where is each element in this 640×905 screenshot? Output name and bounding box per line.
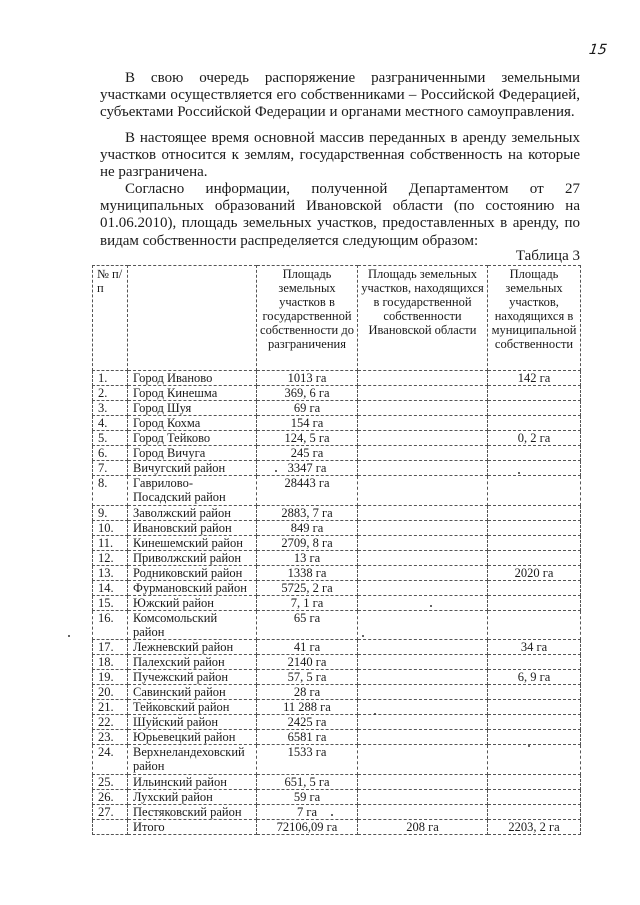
- municipal-area: [488, 401, 581, 416]
- municipal-area: 2020 га: [488, 566, 581, 581]
- regional-area: [358, 655, 488, 670]
- row-number: 26.: [93, 790, 128, 805]
- municipality-name: Гаврилово-Посадский район: [128, 476, 257, 506]
- scan-speck: [331, 814, 333, 816]
- table-row: [93, 655, 581, 670]
- paragraph-2: [100, 130, 580, 182]
- state-undivided-area: 651, 5 га: [257, 775, 358, 790]
- table-row: [93, 805, 581, 820]
- municipal-area: [488, 655, 581, 670]
- municipal-area: 0, 2 га: [488, 431, 581, 446]
- table-caption: Таблица 3: [515, 248, 580, 264]
- municipality-name: Шуйский район: [128, 715, 257, 730]
- municipality-name: Вичугский район: [128, 461, 257, 476]
- municipality-name: Верхнеландеховский район: [128, 745, 257, 775]
- table-row: [93, 416, 581, 431]
- regional-area: [358, 790, 488, 805]
- municipality-name: Южский район: [128, 596, 257, 611]
- row-number: 20.: [93, 685, 128, 700]
- row-number: 6.: [93, 446, 128, 461]
- row-number: 8.: [93, 476, 128, 506]
- row-number: 21.: [93, 700, 128, 715]
- municipal-area: [488, 476, 581, 506]
- row-number: 15.: [93, 596, 128, 611]
- state-undivided-area: 7, 1 га: [257, 596, 358, 611]
- regional-area: [358, 521, 488, 536]
- scan-speck: [518, 472, 520, 474]
- row-number: 13.: [93, 566, 128, 581]
- municipality-name: Город Кохма: [128, 416, 257, 431]
- municipality-name: Заволжский район: [128, 506, 257, 521]
- row-number: 1.: [93, 371, 128, 386]
- row-number: 9.: [93, 506, 128, 521]
- municipal-area: [488, 790, 581, 805]
- municipal-area: [488, 416, 581, 431]
- table-row: [93, 670, 581, 685]
- regional-area: [358, 551, 488, 566]
- municipality-name: Пестяковский район: [128, 805, 257, 820]
- municipal-area: [488, 581, 581, 596]
- row-number: 5.: [93, 431, 128, 446]
- municipality-name: Савинский район: [128, 685, 257, 700]
- municipality-name: Приволжский район: [128, 551, 257, 566]
- regional-area: [358, 611, 488, 640]
- table-row: [93, 685, 581, 700]
- regional-area: [358, 446, 488, 461]
- row-number: 4.: [93, 416, 128, 431]
- table-row: [93, 506, 581, 521]
- regional-area: [358, 640, 488, 655]
- header-municipal: Площадь земельных участков, находящихся в муниципальной собственности: [488, 266, 581, 371]
- row-number: 18.: [93, 655, 128, 670]
- municipality-name: Юрьевецкий район: [128, 730, 257, 745]
- state-undivided-area: 3347 га: [257, 461, 358, 476]
- table-row: [93, 431, 581, 446]
- regional-area: [358, 476, 488, 506]
- regional-area: [358, 401, 488, 416]
- regional-area: [358, 566, 488, 581]
- table-row: [93, 730, 581, 745]
- municipal-area: [488, 745, 581, 775]
- row-number: 10.: [93, 521, 128, 536]
- municipality-name: Тейковский район: [128, 700, 257, 715]
- table-row: [93, 566, 581, 581]
- row-number: 12.: [93, 551, 128, 566]
- table-row: [93, 461, 581, 476]
- state-undivided-area: 1338 га: [257, 566, 358, 581]
- state-undivided-area: 28443 га: [257, 476, 358, 506]
- row-number: 22.: [93, 715, 128, 730]
- municipality-name: Город Кинешма: [128, 386, 257, 401]
- row-number: 19.: [93, 670, 128, 685]
- state-undivided-area: 28 га: [257, 685, 358, 700]
- regional-area: [358, 715, 488, 730]
- header-regional: Площадь земельных участков, находящихся в государственной собственности Ивановской области: [358, 266, 488, 371]
- municipality-name: Пучежский район: [128, 670, 257, 685]
- state-undivided-area: 59 га: [257, 790, 358, 805]
- municipality-name: Ильинский район: [128, 775, 257, 790]
- municipality-name: Город Тейково: [128, 431, 257, 446]
- row-number: 16.: [93, 611, 128, 640]
- table-row: [93, 446, 581, 461]
- municipality-name: Лежневский район: [128, 640, 257, 655]
- municipality-name: Город Шуя: [128, 401, 257, 416]
- state-undivided-area: 245 га: [257, 446, 358, 461]
- scan-speck: [275, 470, 277, 472]
- table-row: [93, 521, 581, 536]
- municipal-area: [488, 730, 581, 745]
- table-row: [93, 476, 581, 506]
- header-municipality: [128, 266, 257, 371]
- municipal-area: [488, 775, 581, 790]
- municipality-name: Ивановский район: [128, 521, 257, 536]
- table-row: [93, 596, 581, 611]
- row-number: 14.: [93, 581, 128, 596]
- state-undivided-area: 154 га: [257, 416, 358, 431]
- land-area-table: [92, 265, 581, 835]
- state-undivided-area: 124, 5 га: [257, 431, 358, 446]
- row-number: 7.: [93, 461, 128, 476]
- regional-area: [358, 596, 488, 611]
- regional-area: [358, 536, 488, 551]
- table-row: [93, 640, 581, 655]
- table-row: [93, 401, 581, 416]
- header-state-undivided: Площадь земельных участков в государственной собственности до разграничения: [257, 266, 358, 371]
- municipality-name: Итого: [128, 820, 257, 835]
- paragraph-text: В настоящее время основной массив переданных в аренду земельных участков относится к землям, государственная собственность на которые не разграничена.: [100, 130, 580, 181]
- state-undivided-area: 69 га: [257, 401, 358, 416]
- municipal-area: [488, 521, 581, 536]
- municipal-area: [488, 461, 581, 476]
- table-row: [93, 581, 581, 596]
- municipal-area: [488, 805, 581, 820]
- table-row: [93, 790, 581, 805]
- regional-area: [358, 670, 488, 685]
- regional-area: [358, 371, 488, 386]
- header-number: № п/п: [93, 266, 128, 371]
- table-body: [93, 371, 581, 835]
- state-undivided-area: 2883, 7 га: [257, 506, 358, 521]
- municipal-area: 6, 9 га: [488, 670, 581, 685]
- row-number: 24.: [93, 745, 128, 775]
- table-row: [93, 611, 581, 640]
- municipal-area: [488, 506, 581, 521]
- state-undivided-area: 13 га: [257, 551, 358, 566]
- regional-area: [358, 685, 488, 700]
- state-undivided-area: 11 288 га: [257, 700, 358, 715]
- state-undivided-area: 849 га: [257, 521, 358, 536]
- state-undivided-area: 57, 5 га: [257, 670, 358, 685]
- regional-area: [358, 775, 488, 790]
- municipality-name: Родниковский район: [128, 566, 257, 581]
- municipal-area: [488, 685, 581, 700]
- municipality-name: Город Вичуга: [128, 446, 257, 461]
- regional-area: [358, 700, 488, 715]
- state-undivided-area: 5725, 2 га: [257, 581, 358, 596]
- regional-area: [358, 431, 488, 446]
- municipal-area: 2203, 2 га: [488, 820, 581, 835]
- paragraph-3: [100, 181, 580, 250]
- municipality-name: Город Иваново: [128, 371, 257, 386]
- paragraph-1: [100, 70, 580, 122]
- state-undivided-area: 2425 га: [257, 715, 358, 730]
- regional-area: [358, 805, 488, 820]
- paragraph-text: В свою очередь распоряжение разграниченными земельными участками осуществляется его собственниками – Российской Федерацией, субъектами Российской Федерации и органами местного самоуправления.: [100, 70, 580, 121]
- paragraph-text: Согласно информации, полученной Департаментом от 27 муниципальных образований Ивановской области (по состоянию на 01.06.2010), площадь земельных участков, предоставленных в аренду, по видам собственности распределяется следующим образом:: [100, 181, 580, 249]
- municipal-area: [488, 446, 581, 461]
- row-number: [93, 820, 128, 835]
- municipal-area: [488, 386, 581, 401]
- state-undivided-area: 7 га: [257, 805, 358, 820]
- row-number: 17.: [93, 640, 128, 655]
- municipal-area: [488, 551, 581, 566]
- state-undivided-area: 72106,09 га: [257, 820, 358, 835]
- municipal-area: 142 га: [488, 371, 581, 386]
- municipal-area: [488, 536, 581, 551]
- row-number: 27.: [93, 805, 128, 820]
- regional-area: [358, 506, 488, 521]
- municipal-area: [488, 596, 581, 611]
- regional-area: [358, 581, 488, 596]
- state-undivided-area: 1013 га: [257, 371, 358, 386]
- regional-area: 208 га: [358, 820, 488, 835]
- scan-speck: [374, 713, 376, 715]
- municipal-area: 34 га: [488, 640, 581, 655]
- table-header-row: [93, 266, 581, 371]
- page-number: 15: [587, 42, 608, 58]
- table-row: [93, 715, 581, 730]
- row-number: 11.: [93, 536, 128, 551]
- scan-speck: [362, 635, 364, 637]
- table-row: [93, 775, 581, 790]
- regional-area: [358, 730, 488, 745]
- municipality-name: Фурмановский район: [128, 581, 257, 596]
- regional-area: [358, 461, 488, 476]
- municipal-area: [488, 611, 581, 640]
- row-number: 3.: [93, 401, 128, 416]
- regional-area: [358, 386, 488, 401]
- scan-speck: [528, 745, 530, 747]
- table-row: [93, 745, 581, 775]
- row-number: 23.: [93, 730, 128, 745]
- municipal-area: [488, 700, 581, 715]
- municipality-name: Лухский район: [128, 790, 257, 805]
- row-number: 25.: [93, 775, 128, 790]
- state-undivided-area: 369, 6 га: [257, 386, 358, 401]
- municipality-name: Палехский район: [128, 655, 257, 670]
- total-row: [93, 820, 581, 835]
- table-row: [93, 536, 581, 551]
- state-undivided-area: 1533 га: [257, 745, 358, 775]
- regional-area: [358, 745, 488, 775]
- scan-speck: [68, 635, 70, 637]
- scan-speck: [430, 605, 432, 607]
- municipality-name: Комсомольский район: [128, 611, 257, 640]
- table-row: [93, 551, 581, 566]
- state-undivided-area: 41 га: [257, 640, 358, 655]
- table-row: [93, 700, 581, 715]
- table-row: [93, 371, 581, 386]
- table-row: [93, 386, 581, 401]
- municipality-name: Кинешемский район: [128, 536, 257, 551]
- regional-area: [358, 416, 488, 431]
- state-undivided-area: 65 га: [257, 611, 358, 640]
- state-undivided-area: 6581 га: [257, 730, 358, 745]
- state-undivided-area: 2709, 8 га: [257, 536, 358, 551]
- row-number: 2.: [93, 386, 128, 401]
- municipal-area: [488, 715, 581, 730]
- state-undivided-area: 2140 га: [257, 655, 358, 670]
